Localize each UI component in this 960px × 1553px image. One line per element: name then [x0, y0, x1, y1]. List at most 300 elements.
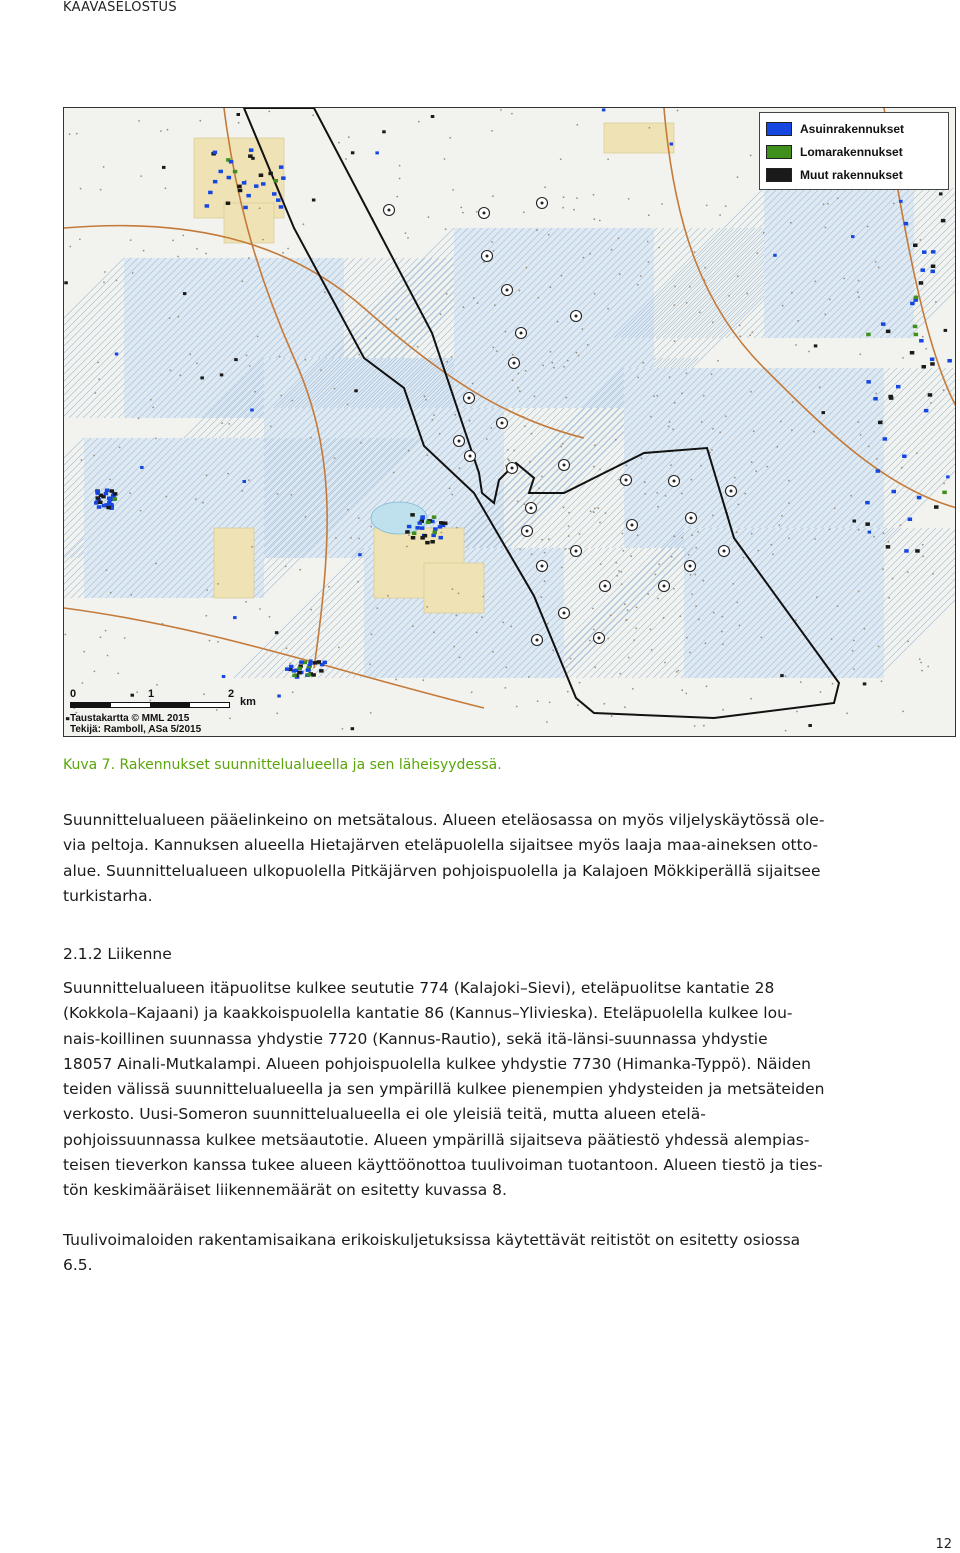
- terrain-dot: [640, 275, 642, 277]
- terrain-dot: [618, 237, 620, 239]
- terrain-dot: [722, 643, 724, 645]
- text-line: turkistarha.: [63, 886, 153, 905]
- field-area: [604, 123, 674, 153]
- terrain-dot: [548, 234, 550, 236]
- building-marker: [405, 530, 410, 534]
- terrain-dot: [563, 196, 565, 198]
- building-marker: [425, 541, 430, 545]
- building-marker: [917, 496, 922, 500]
- building-marker: [439, 521, 444, 525]
- terrain-dot: [156, 684, 158, 686]
- terrain-dot: [673, 588, 675, 590]
- terrain-dot: [140, 175, 142, 177]
- terrain-dot: [577, 704, 579, 706]
- terrain-dot: [782, 305, 784, 307]
- terrain-dot: [449, 137, 451, 139]
- terrain-dot: [589, 253, 591, 255]
- terrain-dot: [338, 142, 340, 144]
- terrain-dot: [860, 434, 862, 436]
- building-marker: [243, 206, 248, 210]
- terrain-dot: [282, 252, 284, 254]
- terrain-dot: [529, 461, 531, 463]
- building-marker: [274, 179, 279, 183]
- building-marker: [886, 330, 891, 334]
- terrain-dot: [641, 457, 643, 459]
- terrain-dot: [795, 344, 797, 346]
- terrain-dot: [579, 682, 581, 684]
- map-credit-line: Taustakartta © MML 2015: [70, 713, 190, 724]
- terrain-dot: [547, 623, 549, 625]
- terrain-dot: [746, 293, 748, 295]
- terrain-dot: [751, 331, 753, 333]
- terrain-dot: [550, 286, 552, 288]
- terrain-dot: [280, 395, 282, 397]
- terrain-dot: [286, 647, 288, 649]
- terrain-dot: [671, 556, 673, 558]
- terrain-dot: [502, 622, 504, 624]
- building-marker: [822, 411, 826, 414]
- terrain-dot: [674, 402, 676, 404]
- terrain-dot: [581, 328, 583, 330]
- building-marker: [220, 373, 224, 376]
- terrain-dot: [648, 214, 650, 216]
- terrain-dot: [143, 250, 145, 252]
- building-marker: [292, 674, 297, 678]
- terrain-dot: [446, 293, 448, 295]
- turbine-dot: [575, 550, 578, 553]
- terrain-dot: [291, 400, 293, 402]
- terrain-dot: [254, 391, 256, 393]
- terrain-dot: [658, 247, 660, 249]
- terrain-dot: [492, 651, 494, 653]
- turbine-dot: [663, 585, 666, 588]
- terrain-dot: [600, 563, 602, 565]
- terrain-dot: [462, 212, 464, 214]
- terrain-dot: [407, 237, 409, 239]
- terrain-dot: [882, 568, 884, 570]
- terrain-dot: [546, 721, 548, 723]
- terrain-dot: [541, 476, 543, 478]
- terrain-dot: [686, 302, 688, 304]
- terrain-dot: [664, 662, 666, 664]
- terrain-dot: [248, 479, 250, 481]
- building-marker: [351, 151, 355, 154]
- terrain-dot: [357, 581, 359, 583]
- terrain-dot: [689, 652, 691, 654]
- terrain-dot: [843, 278, 845, 280]
- building-marker: [914, 296, 919, 300]
- terrain-dot: [568, 525, 570, 527]
- map-figure: [63, 107, 956, 737]
- terrain-dot: [209, 640, 211, 642]
- terrain-dot: [831, 638, 833, 640]
- terrain-dot: [360, 442, 362, 444]
- terrain-dot: [858, 296, 860, 298]
- building-marker: [942, 491, 947, 495]
- terrain-dot: [152, 407, 154, 409]
- terrain-dot: [875, 393, 877, 395]
- terrain-dot: [760, 637, 762, 639]
- turbine-dot: [501, 422, 504, 425]
- terrain-dot: [221, 422, 223, 424]
- scale-unit: km: [240, 696, 256, 708]
- terrain-dot: [544, 552, 546, 554]
- terrain-dot: [310, 609, 312, 611]
- terrain-dot: [721, 631, 723, 633]
- text-line: 6.5.: [63, 1256, 93, 1275]
- turbine-dot: [486, 255, 489, 258]
- terrain-dot: [622, 533, 624, 535]
- building-marker: [865, 522, 870, 526]
- terrain-dot: [199, 120, 201, 122]
- terrain-dot: [677, 670, 679, 672]
- building-marker: [319, 669, 324, 673]
- terrain-dot: [460, 207, 462, 209]
- text-line: verkosto. Uusi-Someron suunnittelualueella ei ole yleisiä teitä, mutta alueen etelä-: [63, 1105, 706, 1124]
- terrain-dot: [469, 420, 471, 422]
- terrain-dot: [513, 450, 515, 452]
- terrain-dot: [486, 438, 488, 440]
- terrain-dot: [772, 553, 774, 555]
- field-area: [424, 563, 484, 613]
- terrain-dot: [312, 114, 314, 116]
- field-area: [214, 528, 254, 598]
- terrain-dot: [814, 538, 816, 540]
- terrain-dot: [800, 681, 802, 683]
- terrain-dot: [573, 209, 575, 211]
- terrain-dot: [888, 597, 890, 599]
- terrain-dot: [922, 336, 924, 338]
- terrain-dot: [711, 449, 713, 451]
- building-marker: [279, 165, 284, 169]
- text-line: Tuulivoimaloiden rakentamisaikana erikoiskuljetuksissa käytettävät reitistöt on esitetty osiossa: [63, 1231, 801, 1249]
- terrain-dot: [712, 321, 714, 323]
- terrain-dot: [592, 608, 594, 610]
- terrain-dot: [334, 457, 336, 459]
- turbine-dot: [631, 524, 634, 527]
- terrain-dot: [561, 275, 563, 277]
- building-marker: [931, 265, 936, 269]
- terrain-dot: [711, 373, 713, 375]
- terrain-dot: [516, 706, 518, 708]
- terrain-dot: [277, 493, 279, 495]
- terrain-dot: [217, 641, 219, 643]
- terrain-dot: [217, 583, 219, 585]
- terrain-dot: [534, 395, 536, 397]
- turbine-dot: [468, 397, 471, 400]
- building-marker: [876, 469, 881, 473]
- terrain-dot: [814, 281, 816, 283]
- terrain-dot: [668, 426, 670, 428]
- building-marker: [226, 202, 231, 206]
- terrain-dot: [858, 280, 860, 282]
- terrain-dot: [189, 353, 191, 355]
- terrain-dot: [719, 214, 721, 216]
- building-marker: [237, 185, 242, 189]
- terrain-dot: [703, 725, 705, 727]
- building-marker: [311, 673, 316, 677]
- building-marker: [242, 181, 247, 185]
- terrain-dot: [310, 437, 312, 439]
- terrain-dot: [728, 295, 730, 297]
- terrain-dot: [564, 548, 566, 550]
- terrain-dot: [350, 537, 352, 539]
- terrain-dot: [369, 663, 371, 665]
- turbine-dot: [690, 517, 693, 520]
- building-marker: [892, 490, 897, 494]
- building-marker: [931, 250, 936, 254]
- terrain-dot: [500, 109, 502, 111]
- building-marker: [298, 667, 303, 671]
- terrain-dot: [370, 712, 372, 714]
- terrain-dot: [426, 606, 428, 608]
- building-marker: [431, 534, 436, 538]
- terrain-dot: [259, 608, 261, 610]
- terrain-dot: [691, 479, 693, 481]
- terrain-dot: [347, 509, 349, 511]
- terrain-dot: [246, 354, 248, 356]
- building-marker: [873, 397, 878, 401]
- terrain-dot: [878, 646, 880, 648]
- building-marker: [919, 339, 924, 343]
- terrain-dot: [867, 226, 869, 228]
- building-marker: [921, 268, 926, 272]
- terrain-dot: [756, 252, 758, 254]
- terrain-dot: [270, 425, 272, 427]
- building-marker: [420, 515, 425, 519]
- terrain-dot: [846, 712, 848, 714]
- terrain-dot: [396, 318, 398, 320]
- terrain-dot: [686, 637, 688, 639]
- building-marker: [930, 362, 935, 366]
- terrain-dot: [408, 450, 410, 452]
- terrain-dot: [94, 392, 96, 394]
- terrain-dot: [737, 275, 739, 277]
- building-marker: [140, 466, 144, 469]
- terrain-dot: [703, 580, 705, 582]
- terrain-dot: [124, 637, 126, 639]
- terrain-dot: [902, 357, 904, 359]
- terrain-dot: [792, 401, 794, 403]
- terrain-dot: [549, 702, 551, 704]
- turbine-dot: [511, 467, 514, 470]
- terrain-dot: [713, 612, 715, 614]
- building-marker: [922, 365, 927, 369]
- terrain-dot: [927, 666, 929, 668]
- terrain-dot: [691, 593, 693, 595]
- terrain-dot: [285, 566, 287, 568]
- building-marker: [407, 525, 412, 529]
- terrain-dot: [852, 650, 854, 652]
- terrain-dot: [694, 251, 696, 253]
- building-marker: [113, 497, 118, 501]
- terrain-dot: [446, 361, 448, 363]
- terrain-dot: [686, 372, 688, 374]
- building-marker: [946, 475, 950, 478]
- terrain-dot: [548, 538, 550, 540]
- building-marker: [259, 174, 264, 178]
- turbine-dot: [513, 362, 516, 365]
- turbine-dot: [689, 565, 692, 568]
- building-marker: [309, 659, 313, 662]
- terrain-dot: [656, 395, 658, 397]
- terrain-dot: [518, 373, 520, 375]
- terrain-dot: [647, 241, 649, 243]
- building-marker: [602, 108, 606, 111]
- terrain-dot: [893, 203, 895, 205]
- terrain-dot: [677, 110, 679, 112]
- terrain-dot: [587, 344, 589, 346]
- terrain-dot: [289, 663, 291, 665]
- terrain-dot: [674, 340, 676, 342]
- terrain-dot: [422, 679, 424, 681]
- building-marker: [285, 667, 290, 671]
- terrain-dot: [732, 583, 734, 585]
- terrain-dot: [202, 502, 204, 504]
- terrain-dot: [694, 574, 696, 576]
- terrain-dot: [699, 311, 701, 313]
- document-header: KAAVASELOSTUS: [63, 0, 177, 15]
- turbine-dot: [388, 209, 391, 212]
- terrain-dot: [578, 355, 580, 357]
- terrain-dot: [249, 365, 251, 367]
- terrain-dot: [853, 668, 855, 670]
- building-marker: [415, 526, 420, 530]
- terrain-dot: [930, 402, 932, 404]
- scale-tick-start: 0: [70, 688, 77, 700]
- terrain-dot: [541, 596, 543, 598]
- terrain-dot: [110, 592, 112, 594]
- terrain-dot: [621, 583, 623, 585]
- building-marker: [889, 396, 894, 400]
- terrain-dot: [858, 529, 860, 531]
- terrain-dot: [303, 223, 305, 225]
- terrain-dot: [542, 365, 544, 367]
- terrain-dot: [408, 534, 410, 536]
- terrain-dot: [205, 615, 207, 617]
- terrain-dot: [494, 304, 496, 306]
- building-marker: [102, 504, 107, 508]
- terrain-dot: [490, 427, 492, 429]
- terrain-dot: [791, 292, 793, 294]
- terrain-dot: [615, 439, 617, 441]
- terrain-dot: [853, 640, 855, 642]
- terrain-dot: [837, 605, 839, 607]
- turbine-dot: [526, 530, 529, 533]
- turbine-dot: [520, 332, 523, 335]
- building-marker: [913, 244, 918, 248]
- building-marker: [183, 292, 187, 295]
- terrain-dot: [763, 232, 765, 234]
- building-marker: [430, 540, 435, 544]
- terrain-dot: [649, 127, 651, 129]
- building-marker: [939, 192, 943, 195]
- terrain-dot: [827, 203, 829, 205]
- terrain-dot: [628, 657, 630, 659]
- terrain-dot: [455, 614, 457, 616]
- building-marker: [234, 358, 238, 361]
- terrain-dot: [568, 535, 570, 537]
- terrain-dot: [459, 467, 461, 469]
- terrain-dot: [615, 562, 617, 564]
- terrain-dot: [405, 232, 407, 234]
- building-marker: [919, 281, 924, 285]
- terrain-dot: [517, 387, 519, 389]
- legend-label: Lomarakennukset: [800, 144, 903, 159]
- terrain-dot: [496, 350, 498, 352]
- terrain-dot: [739, 325, 741, 327]
- paragraph-traffic: [63, 976, 953, 1204]
- building-marker: [276, 198, 281, 202]
- building-marker: [433, 527, 438, 531]
- terrain-dot: [859, 353, 861, 355]
- building-marker: [808, 724, 812, 727]
- terrain-dot: [334, 388, 336, 390]
- terrain-dot: [338, 647, 340, 649]
- building-marker: [162, 166, 166, 169]
- terrain-dot: [658, 563, 660, 565]
- terrain-dot: [919, 239, 921, 241]
- terrain-dot: [238, 122, 240, 124]
- terrain-dot: [766, 466, 768, 468]
- terrain-dot: [657, 506, 659, 508]
- terrain-dot: [458, 593, 460, 595]
- turbine-dot: [575, 315, 578, 318]
- terrain-dot: [712, 515, 714, 517]
- building-marker: [928, 393, 933, 397]
- terrain-dot: [292, 691, 294, 693]
- terrain-dot: [508, 460, 510, 462]
- building-marker: [313, 661, 318, 665]
- terrain-dot: [567, 691, 569, 693]
- map-credit: [70, 713, 201, 735]
- terrain-dot: [299, 569, 301, 571]
- terrain-dot: [342, 728, 344, 730]
- terrain-dot: [593, 629, 595, 631]
- scale-bar: [70, 690, 270, 714]
- terrain-dot: [690, 574, 692, 576]
- terrain-dot: [445, 228, 447, 230]
- terrain-dot: [440, 313, 442, 315]
- turbine-dot: [563, 464, 566, 467]
- building-marker: [261, 182, 266, 186]
- terrain-dot: [537, 297, 539, 299]
- terrain-dot: [561, 567, 563, 569]
- turbine-dot: [604, 585, 607, 588]
- terrain-dot: [919, 658, 921, 660]
- terrain-dot: [695, 605, 697, 607]
- scale-tick-end: 2: [228, 688, 235, 700]
- terrain-dot: [739, 335, 741, 337]
- terrain-dot: [603, 703, 605, 705]
- terrain-dot: [512, 379, 514, 381]
- map-legend: [759, 112, 949, 190]
- turbine-dot: [536, 639, 539, 642]
- turbine-dot: [458, 440, 461, 443]
- terrain-dot: [536, 229, 538, 231]
- terrain-dot: [757, 550, 759, 552]
- terrain-dot: [431, 419, 433, 421]
- terrain-dot: [428, 216, 430, 218]
- turbine-dot: [541, 202, 544, 205]
- terrain-dot: [97, 362, 99, 364]
- building-marker: [249, 148, 254, 152]
- terrain-dot: [719, 431, 721, 433]
- terrain-dot: [795, 619, 797, 621]
- building-marker: [780, 674, 784, 677]
- terrain-dot: [834, 507, 836, 509]
- terrain-dot: [770, 544, 772, 546]
